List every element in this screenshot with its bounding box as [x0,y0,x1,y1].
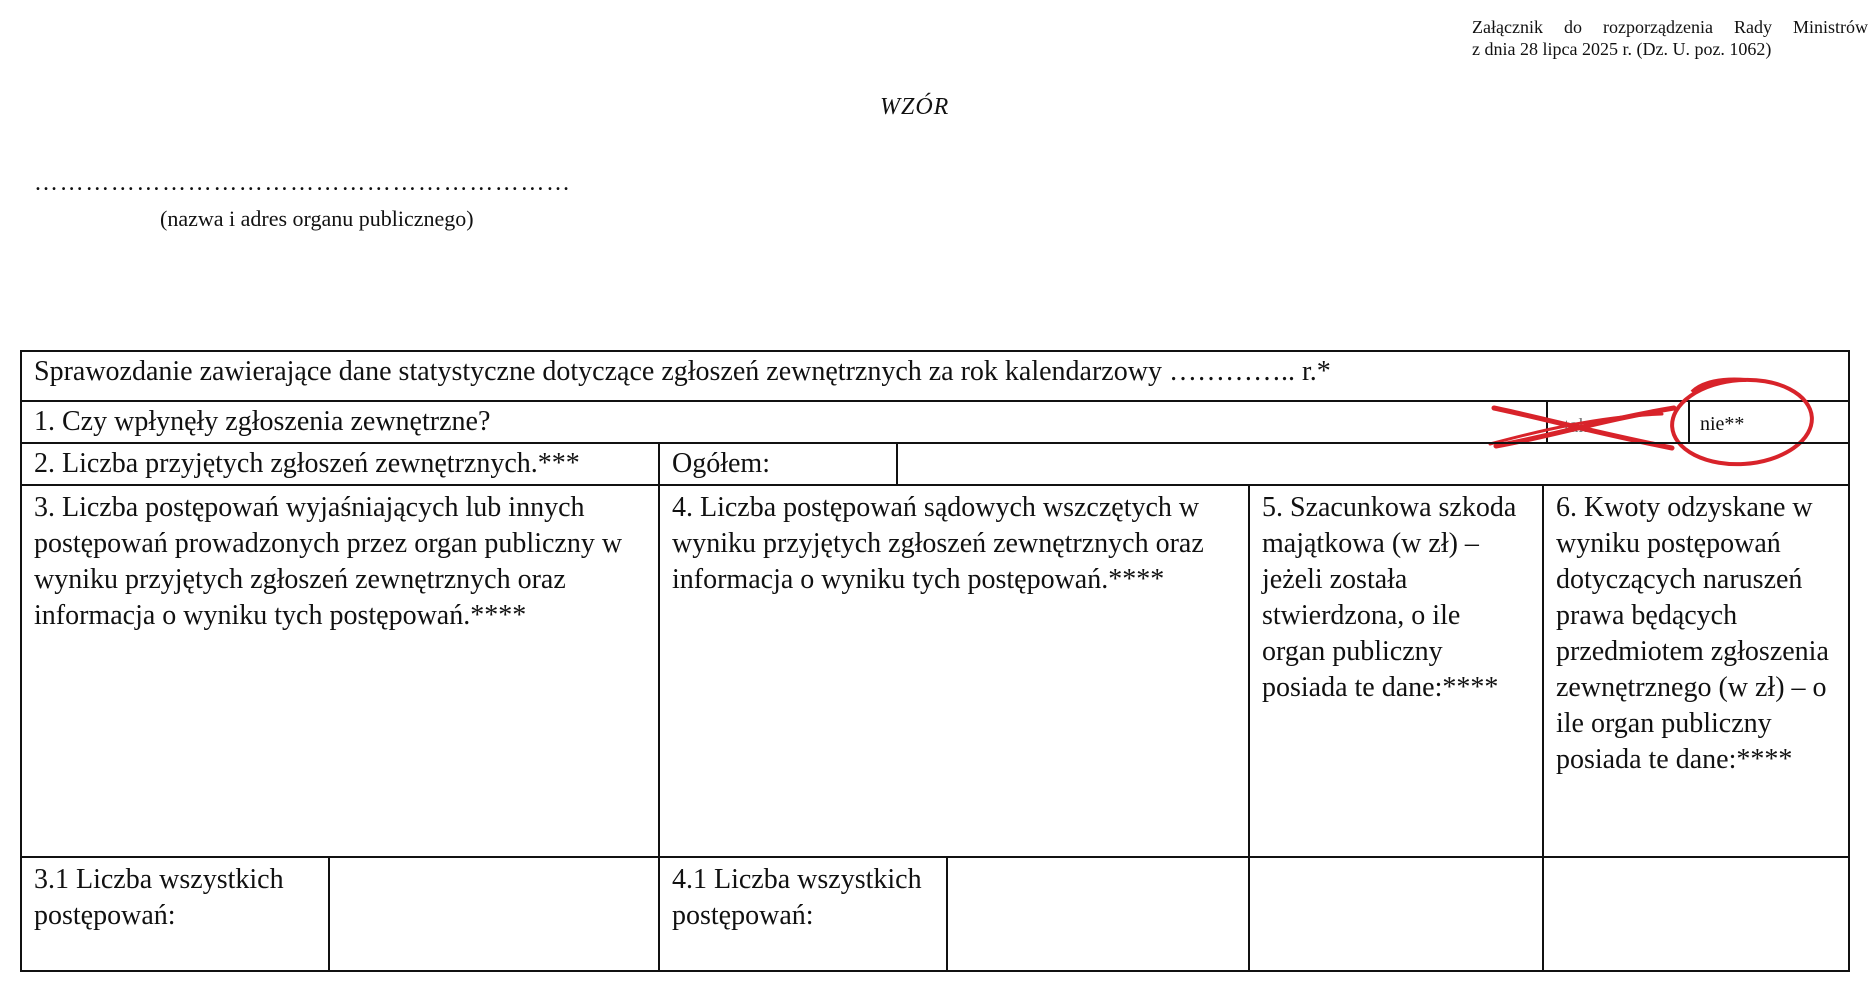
q2-label: 2. Liczba przyjętych zgłoszeń zewnętrznych.*** [34,448,580,479]
organ-name-field[interactable]: ……………………………………………………… [34,170,572,196]
row41-value-cell[interactable] [946,856,1250,972]
row31-label-cell [20,856,330,972]
annex-line-2: z dnia 28 lipca 2025 r. (Dz. U. poz. 1062) [1472,39,1772,59]
template-label: WZÓR [880,94,950,120]
col6-value-cell[interactable] [1542,856,1850,972]
report-form [20,350,1850,972]
row31-label: 3.1 Liczba wszystkich postępowań: [34,864,284,931]
col6-header: 6. Kwoty odzyskane w wyniku postępowań dotyczących naruszeń prawa będących przedmiotem zgłoszenia zewnętrznego (w zł) – o ile organ publiczny posiada te dane:**** [1556,492,1829,775]
annex-note [1472,16,1868,60]
col4-header-cell [658,484,1250,858]
col4-header: 4. Liczba postępowań sądowych wszczętych w wyniku przyjętych zgłoszeń zewnętrznych oraz informacja o wyniku tych postępowań.**** [672,492,1204,595]
col5-header-cell [1248,484,1544,858]
q2-total-value [898,444,1848,448]
col3-header-cell [20,484,660,858]
col3-header: 3. Liczba postępowań wyjaśniających lub innych postępowań prowadzonych przez organ publiczny w wyniku przyjętych zgłoszeń zewnętrznych oraz informacja o wyniku tych postępowań.**** [34,492,623,631]
organ-name-caption: (nazwa i adres organu publicznego) [160,206,474,231]
q1-label: 1. Czy wpłynęły zgłoszenia zewnętrzne? [34,406,491,437]
report-title: Sprawozdanie zawierające dane statystyczne dotyczące zgłoszeń zewnętrznych za rok kalendarzowy ………….. r.* [34,356,1331,387]
report-title-row [20,350,1850,402]
row41-label: 4.1 Liczba wszystkich postępowań: [672,864,922,931]
q1-option-no-label: nie** [1700,413,1745,435]
q2-total-label-cell [658,442,898,486]
row41-label-cell [658,856,948,972]
col5-header: 5. Szacunkowa szkoda majątkowa (w zł) – jeżeli została stwierdzona, o ile organ publiczny posiada te dane:**** [1262,492,1517,703]
annex-line-1: Załącznik do rozporządzenia Rady Ministrów [1472,17,1868,37]
q1-option-yes-label: tak [1564,415,1589,437]
q1-label-cell [20,400,1548,444]
row31-value-cell[interactable] [328,856,660,972]
col6-header-cell [1542,484,1850,858]
q2-total-value-cell[interactable] [896,442,1850,486]
q2-total-label: Ogółem: [672,448,770,479]
q2-label-cell [20,442,660,486]
col5-value-cell[interactable] [1248,856,1544,972]
